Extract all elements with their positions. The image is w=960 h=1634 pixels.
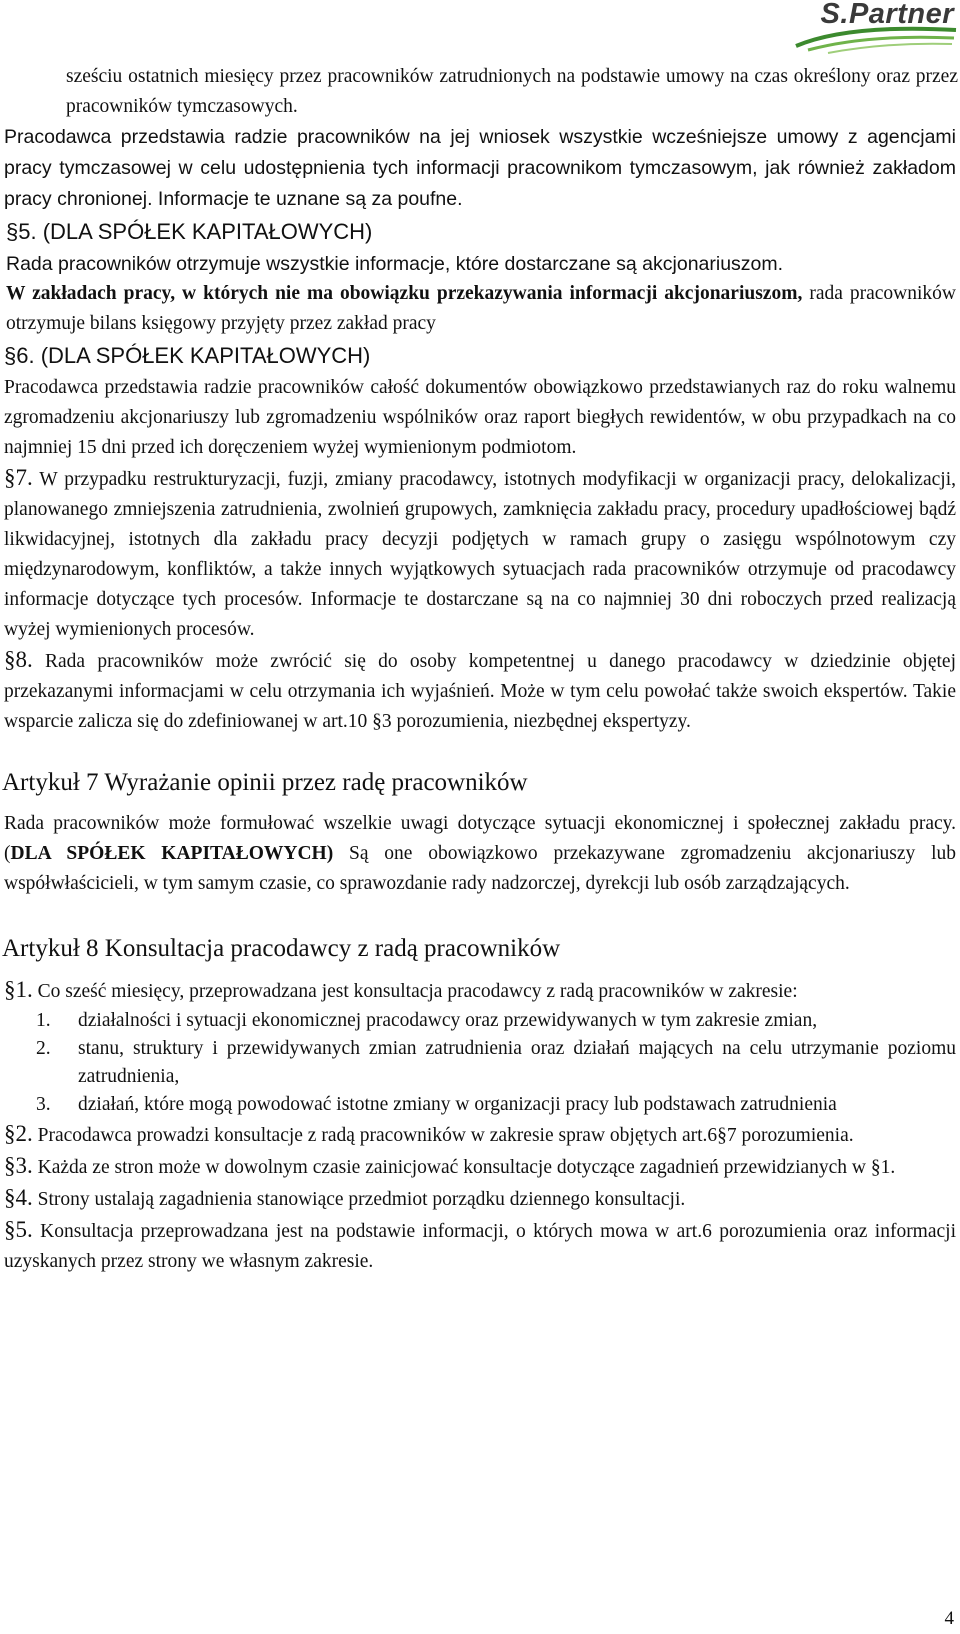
logo-text: S.Partner: [820, 0, 954, 30]
article-7-text-b: Są one obowiązkowo przekazywane zgromadzeniu akcjonariuszy lub współwłaścicieli, w tym samym czasie, co sprawozdanie rady nadzorczej, dyrekcji lub osób zarządzających.: [4, 843, 957, 894]
article-8-s1-text: Co sześć miesięcy, przeprowadzana jest konsultacja pracodawcy z radą pracowników w zakresie:: [32, 981, 798, 1002]
article-8-s5-number: §5.: [4, 1217, 33, 1242]
section-6-text: Pracodawca przedstawia radzie pracowników całość dokumentów obowiązkowo przedstawianych raz do roku walnemu zgromadzeniu akcjonariuszy lub zgromadzeniu wspólników oraz raport biegłych rewidentów, w obu przypadkach na co najmniej 15 dni przed ich doręczeniem wyżej wymienionym podmiotom.: [4, 377, 956, 458]
section-5-title: (DLA SPÓŁEK KAPITAŁOWYCH): [36, 219, 373, 244]
article-8-section-2: [0, 1119, 960, 1151]
article-7-paragraph: [0, 809, 960, 899]
main-content: [0, 62, 960, 1277]
list-item-text: działań, które mogą powodować istotne zmiany w organizacji pracy lub podstawach zatrudnienia: [78, 1094, 837, 1115]
section-8-number: §8.: [4, 647, 33, 672]
agency-confidential: Informacje te uznane są za poufne.: [152, 188, 463, 210]
page-number: 4: [944, 1608, 954, 1629]
section-5-bold: W zakładach pracy, w których nie ma obowiązku przekazywania informacji akcjonariuszom,: [6, 283, 803, 304]
article-7-bold: DLA SPÓŁEK KAPITAŁOWYCH): [10, 843, 334, 864]
list-item: [0, 1091, 960, 1119]
section-8-paragraph: [0, 645, 960, 737]
section-5-text: Rada pracowników otrzymuje wszystkie informacje, które dostarczane są akcjonariuszom.: [6, 253, 784, 275]
consultation-list: [0, 1007, 960, 1119]
list-item: [0, 1007, 960, 1035]
section-7-number: §7.: [4, 465, 33, 490]
article-8-section-3: [0, 1151, 960, 1183]
section-5-rest: rada pracowników otrzymuje bilans księgowy przyjęty przez zakład pracy: [6, 283, 956, 334]
article-8-s5-text: Konsultacja przeprowadzana jest na podstawie informacji, o których mowa w art.6 porozumienia oraz informacji uzyskanych przez strony we własnym zakresie.: [4, 1221, 956, 1272]
article-8-s3-number: §3.: [4, 1153, 33, 1178]
article-8-s2-text: Pracodawca prowadzi konsultacje z radą pracowników w zakresie spraw objętych art.6§7 porozumienia.: [32, 1125, 854, 1146]
list-item: [0, 1035, 960, 1091]
list-item-text: stanu, struktury i przewidywanych zmian zatrudnienia oraz działań mających na celu utrzymanie poziomu zatrudnienia,: [78, 1038, 956, 1087]
agency-paragraph: [0, 122, 960, 215]
section-7-text: W przypadku restrukturyzacji, fuzji, zmiany pracodawcy, istotnych modyfikacji w organizacji pracy, delokalizacji, planowanego zmniejszenia zatrudnienia, zwolnień grupowych, zamknięcia zakładu pracy, procedury upadłościowej bądź likwidacyjnej, istotnych dla zakładu pracy decyzji podjętych w ramach grupy o zasięgu wspólnotowym czy międzynarodowym, konfliktów, a także innych wyjątkowych sytuacjach rada pracowników otrzymuje od pracodawcy informacje dotyczące tych procesów. Informacje te dostarczane są na co najmniej 30 dni roboczych przed realizacją wyżej wymienionych procesów.: [4, 469, 956, 640]
list-item-text: działalności i sytuacji ekonomicznej pracodawcy oraz przewidywanych w tym zakresie zmian,: [78, 1010, 818, 1031]
section-6-heading: [0, 339, 960, 373]
article-8-section-4: [0, 1183, 960, 1215]
section-5-heading: [0, 215, 960, 249]
list-item-number: 3.: [36, 1094, 51, 1115]
article-8-s4-text: Strony ustalają zagadnienia stanowiące przedmiot porządku dziennego konsultacji.: [32, 1189, 686, 1210]
article-8-s1-number: §1.: [4, 977, 33, 1002]
article-8-s4-number: §4.: [4, 1185, 33, 1210]
section-5-number: §5.: [6, 219, 37, 244]
article-8-title: Artykuł 8 Konsultacja pracodawcy z radą pracowników: [2, 935, 561, 962]
article-8-section-5: [0, 1215, 960, 1277]
article-8-s3-text: Każda ze stron może w dowolnym czasie zainicjować konsultacje dotyczące zagadnień przewidzianych w §1.: [32, 1157, 896, 1178]
section-5-paragraph: [0, 279, 960, 339]
section-7-paragraph: [0, 463, 960, 645]
list-item-number: 2.: [36, 1038, 51, 1059]
article-7-title: Artykuł 7 Wyrażanie opinii przez radę pracowników: [2, 769, 528, 796]
article-7-text-a: Rada pracowników może formułować wszelkie uwagi dotyczące sytuacji ekonomicznej i społecznej zakładu pracy. (: [4, 813, 956, 864]
company-logo: [788, 0, 958, 56]
article-8-section-1: [0, 975, 960, 1007]
continuation-paragraph: sześciu ostatnich miesięcy przez pracowników zatrudnionych na podstawie umowy na czas określony oraz przez pracowników tymczasowych.: [66, 66, 958, 117]
section-6-title: (DLA SPÓŁEK KAPITAŁOWYCH): [34, 343, 371, 368]
section-8-text: Rada pracowników może zwrócić się do osoby kompetentnej u danego pracodawcy w dziedzinie objętej przekazanymi informacjami w celu otrzymania ich wyjaśnień. Może w tym celu powołać także swoich ekspertów. Takie wsparcie zalicza się do zdefiniowanej w art.10 §3 porozumienia, niezbędnej ekspertyzy.: [4, 651, 956, 732]
list-item-number: 1.: [36, 1010, 51, 1031]
section-6-number: §6.: [4, 343, 35, 368]
agency-text: Pracodawca przedstawia radzie pracowników na jej wniosek wszystkie wcześniejsze umowy z agencjami pracy tymczasowej w celu udostępnienia tych informacji pracownikom tymczasowym, jak również zakładom pracy chronionej.: [4, 126, 956, 210]
article-8-s2-number: §2.: [4, 1121, 33, 1146]
